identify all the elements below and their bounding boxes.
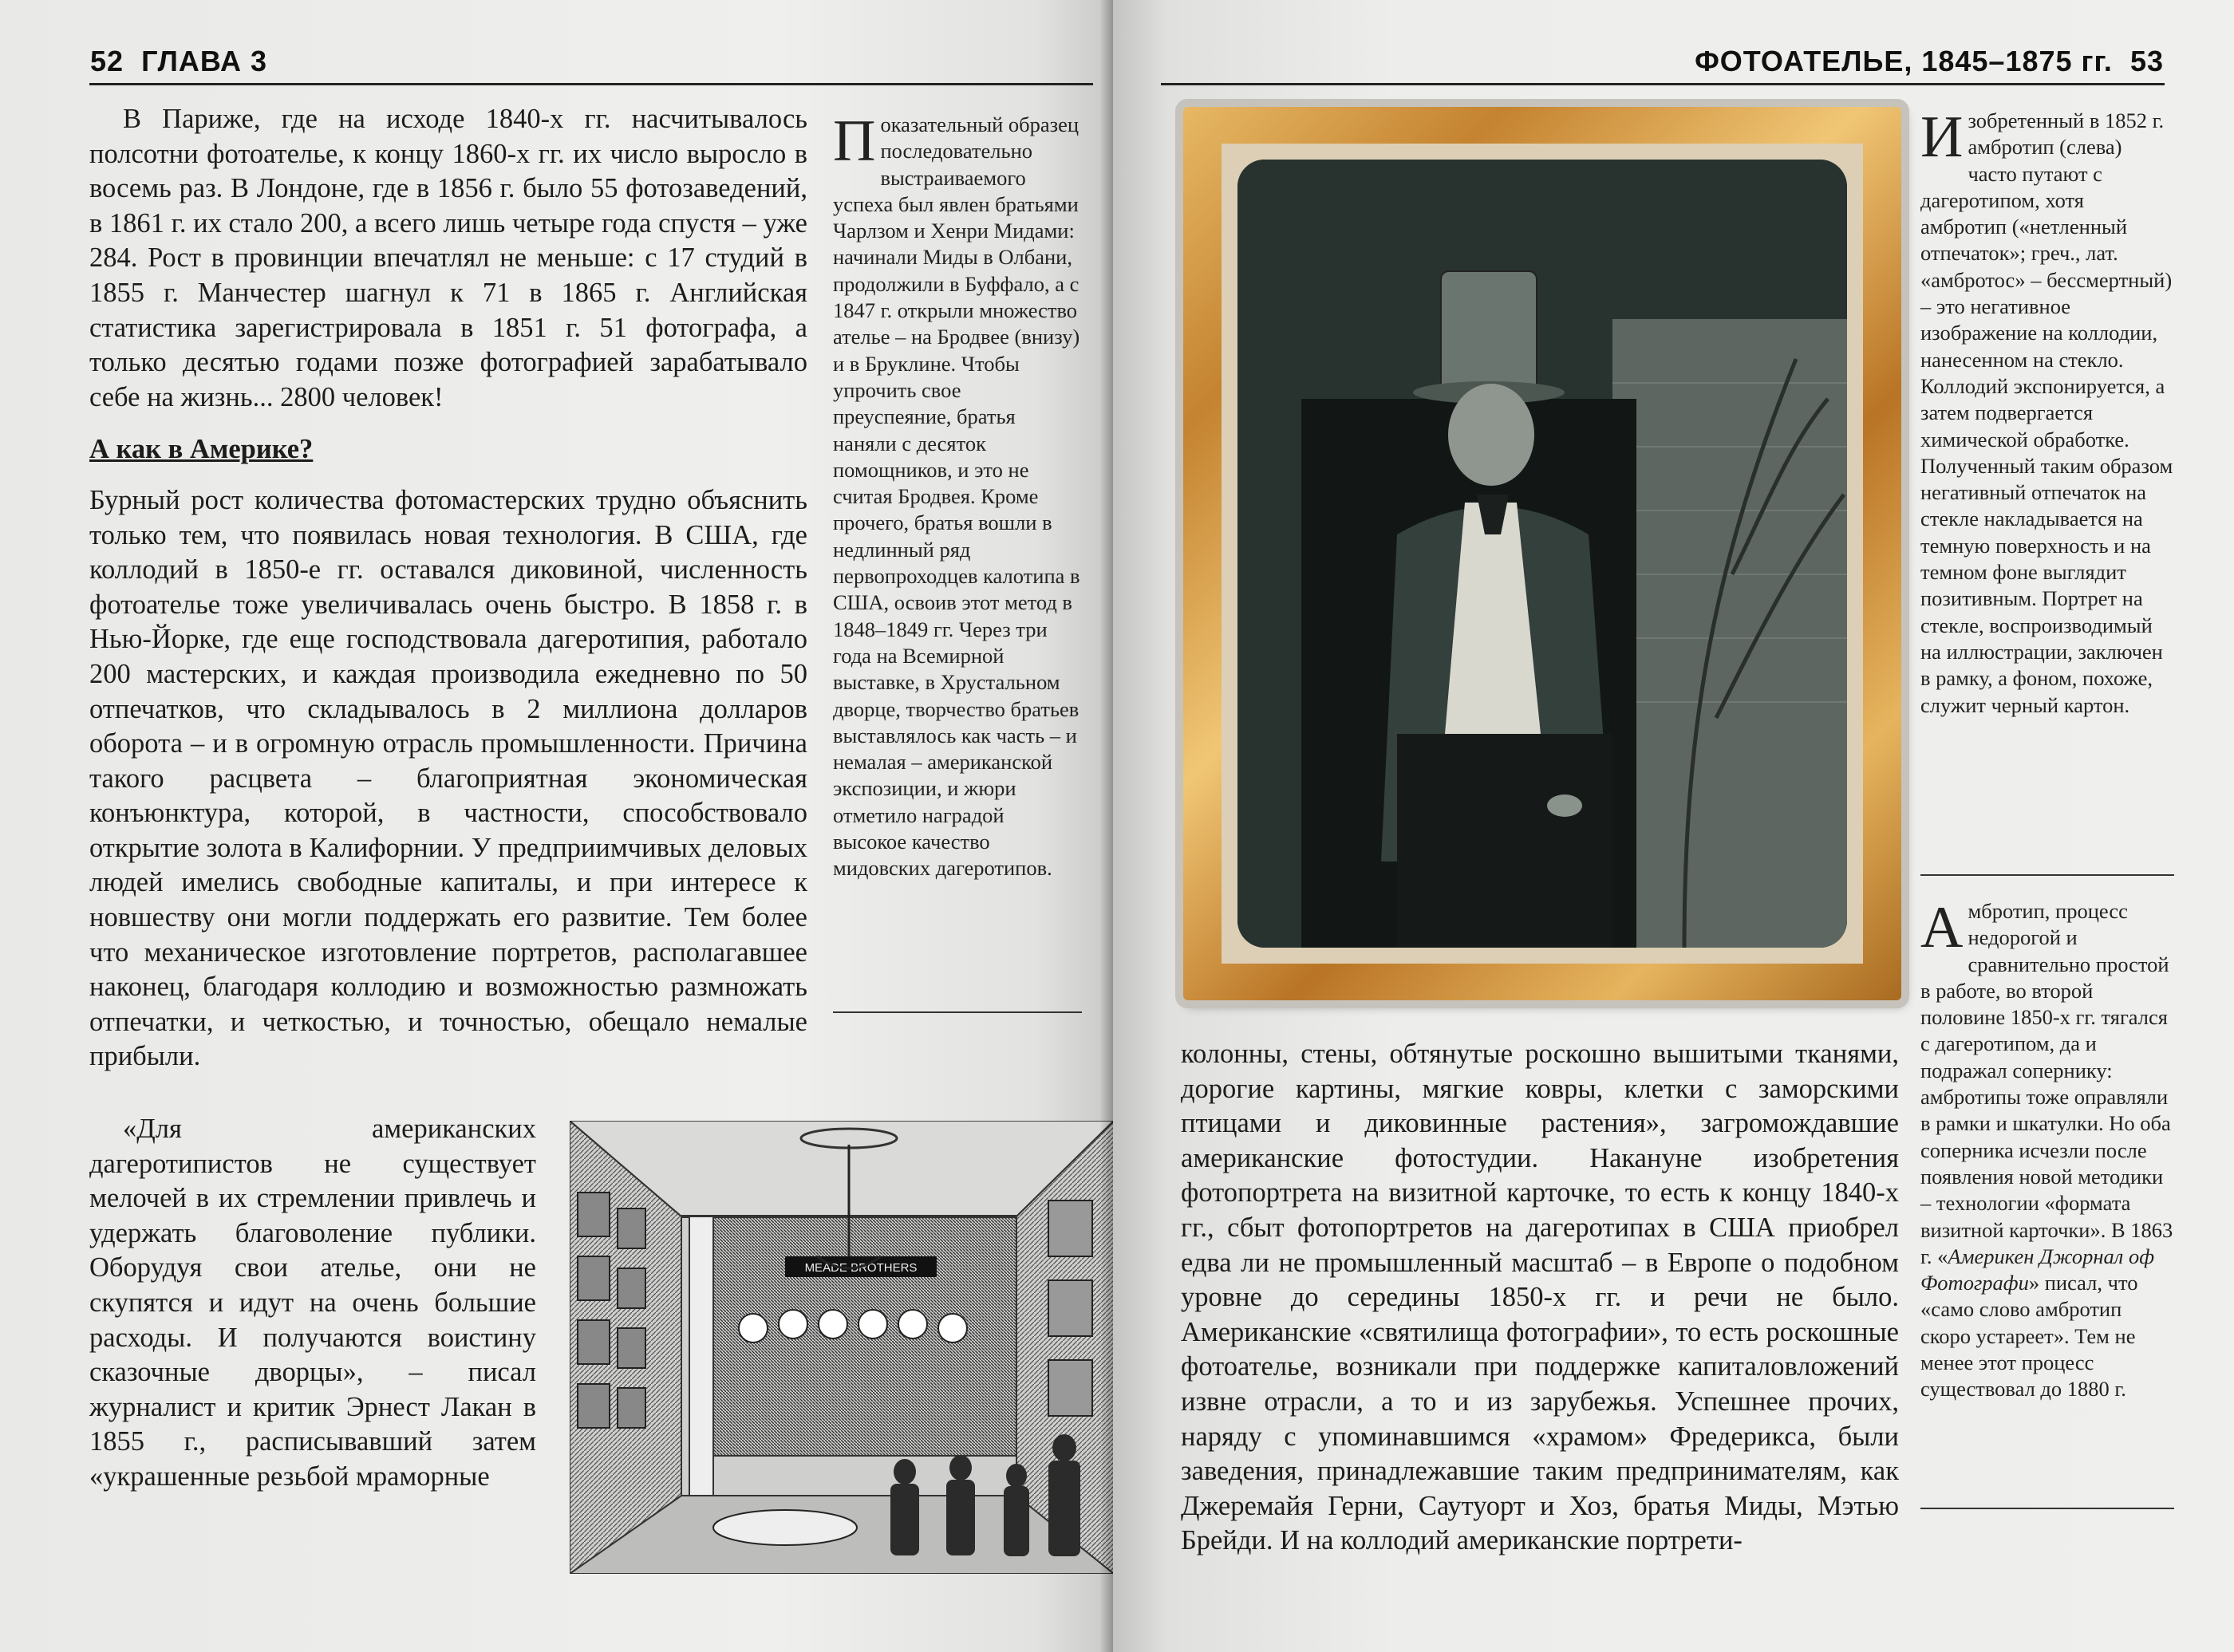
ambrotype-portrait-photo xyxy=(1237,160,1847,948)
sidebar-text: » писал, что «само слово амбротип скоро устареет». Тем не менее этот процесс существовал до 1880 г. xyxy=(1920,1271,2138,1402)
left-page xyxy=(0,0,1113,1652)
chapter-title: ГЛАВА 3 xyxy=(141,45,268,77)
paragraph: В Париже, где на исходе 1840-х гг. насчитывалось полсотни фотоателье, к концу 1860-х гг. их число выросло в восемь раз. В Лондоне, где в 1856 г. было 55 фотозаведений, в 1861 г. их стало 200, а всего лишь четыре года спустя – уже 284. Рост в провинции впечатлял не меньше: с 17 студий в 1855 г. Манчестер шагнул к 71 в 1865 г. Английская статистика зарегистрировала в 1851 г. 51 фотографа, а только десятью годами позже фотографией зарабатывало себе на жизнь... 2800 человек! xyxy=(89,104,807,412)
sidebar-rule xyxy=(833,1011,1082,1013)
journal-title: Америкен Джорнал оф Фотографи xyxy=(1920,1244,2155,1295)
left-page-number: 52 xyxy=(90,45,124,77)
right-main-text xyxy=(1181,1037,1899,1559)
running-title: ФОТОАТЕЛЬЕ, 1845–1875 гг. xyxy=(1695,45,2113,77)
studio-engraving-image xyxy=(570,1121,1113,1574)
paragraph: Бурный рост количества фотомастерских трудно объяснить только тем, что появилась новая технология. В США, где коллодий в 1850-е гг. оставался диковиной, численность фотоателье тоже увеличивалась очень быстро. В 1858 г. в Нью-Йорке, где еще господствовала дагеротипия, работало 200 мастерских, и каждая производила ежедневно по 50 отпечатков, что складывалось в 2 миллиона долларов оборота – и в огромную отрасль промышленности. Причина такого расцвета – благоприятная экономическая конъюнктура, которой, в частности, способствовало открытие золота в Калифорнии. У предприимчивых деловых людей имелись свободные капиталы, и при интересе к новшеству они могли поддержать его развитие. Тем более что механическое изготовление портретов, располагавшее наконец, благодаря коллодию и возможностью размножать отпечатки, и четкостью, и точностью, обещало немалые прибыли. xyxy=(89,484,807,1072)
portrait-illustration xyxy=(1237,160,1847,948)
frame-mat xyxy=(1222,144,1863,964)
dropcap: П xyxy=(833,108,876,174)
right-sidebar-bottom xyxy=(1920,895,2174,1403)
paragraph: «Для американских дагеротипистов не существует мелочей в их стремлении привлечь и удержать благоволение публики. Оборудуя свои ателье, они не скупятся и идут на очень большие расходы. И получаются воистину сказочные дворцы», – писал журналист и критик Эрнест Лакан в 1855 г., расписывавший затем «украшенные резьбой мраморные xyxy=(89,1114,536,1492)
sidebar-text: оказательный образец последовательно выстраиваемого успеха был явлен братьями Чарлзом и Хенри Мидами: начинали Миды в Олбани, продолжили в Буффало, а с 1847 г. открыли множество ателье – на Бродвее (внизу) и в Бруклине. Чтобы упрочить свое преуспеяние, братья наняли с десяток помощников, и это не считая Бродвея. Кроме прочего, братья вошли в недлинный ряд первопроходцев калотипа в США, освоив этот метод в 1848–1849 гг. Через три года на Всемирной выставке, в Хрустальном дворце, творчество братьев выставлялось как часть – и немалая – американской экспозиции, и жюри отметило наградой высокое качество мидовских дагеротипов. xyxy=(833,112,1080,881)
right-sidebar-top xyxy=(1920,104,2174,719)
ambrotype-frame-image xyxy=(1183,107,1901,1000)
dropcap: А xyxy=(1920,895,1964,960)
book-gutter-shadow xyxy=(1099,0,1113,1652)
sidebar-text: зобретенный в 1852 г. амбротип (слева) часто путают с дагеротипом, хотя амбротип («нетленный отпечаток»; греч., лат. «амбротос» – бессмертный) – это негативное изображение на коллодии, нанесенном на стекло. Коллодий экспонируется, а затем подвергается химической обработке. Полученный таким образом негативный отпечаток на стекле накладывается на темную поверхность и на темном фоне выглядит позитивным. Портрет на стекле, воспроизводимый на иллюстрации, заключен в рамку, а фоном, похоже, служит черный картон. xyxy=(1920,108,2173,717)
sidebar-text: мбротип, процесс недорогой и сравнительно простой в работе, во второй половине 1850-х гг. тягался с дагеротипом, да и подражал сопернику: амбротипы тоже оправляли в рамки и шкатулки. Но оба соперника исчезли после появления новой методики – технологии «формата визитной карточки». В 1863 г. « xyxy=(1920,899,2173,1268)
left-header-rule xyxy=(89,83,1093,85)
engraving-sign-text: MEADE BROTHERS xyxy=(804,1261,918,1275)
right-header-rule xyxy=(1161,83,2165,85)
right-page-number: 53 xyxy=(2129,45,2164,77)
left-main-text-top xyxy=(89,102,807,1074)
subheading: А как в Америке? xyxy=(89,434,314,465)
dropcap: И xyxy=(1920,104,1964,170)
engraving-illustration xyxy=(570,1121,1113,1574)
right-header xyxy=(1695,45,2164,78)
left-sidebar xyxy=(833,108,1082,882)
left-main-text-bottom xyxy=(89,1112,536,1495)
paragraph: колонны, стены, обтянутые роскошно вышитыми тканями, дорогие картины, мягкие ковры, клетки с заморскими птицами и диковинные растения», загромождавшие американские фотостудии. Накануне изобретения фотопортрета на визитной карточке, то есть к концу 1840-х гг., сбыт фотопортретов на дагеротипах в США приобрел едва ли не промышленный масштаб – в Европе о подобном уровне до середины 1850-х гг. и речи не было. Американские «святилища фотографии», то есть роскошные фотоателье, возникали при поддержке капиталовложений извне отрасли, а то и из зарубежья. Успешнее прочих, наряду с упоминавшимся «храмом» Фредерикса, были заведения, принадлежавшие таким предпринимателям, как Джеремайя Герни, Саутуорт и Хоз, братья Миды, Мэтью Брейди. И на коллодий американские портрети- xyxy=(1181,1039,1899,1556)
left-header xyxy=(90,45,267,78)
sidebar-rule xyxy=(1920,1508,2174,1509)
sidebar-rule xyxy=(1920,874,2174,876)
